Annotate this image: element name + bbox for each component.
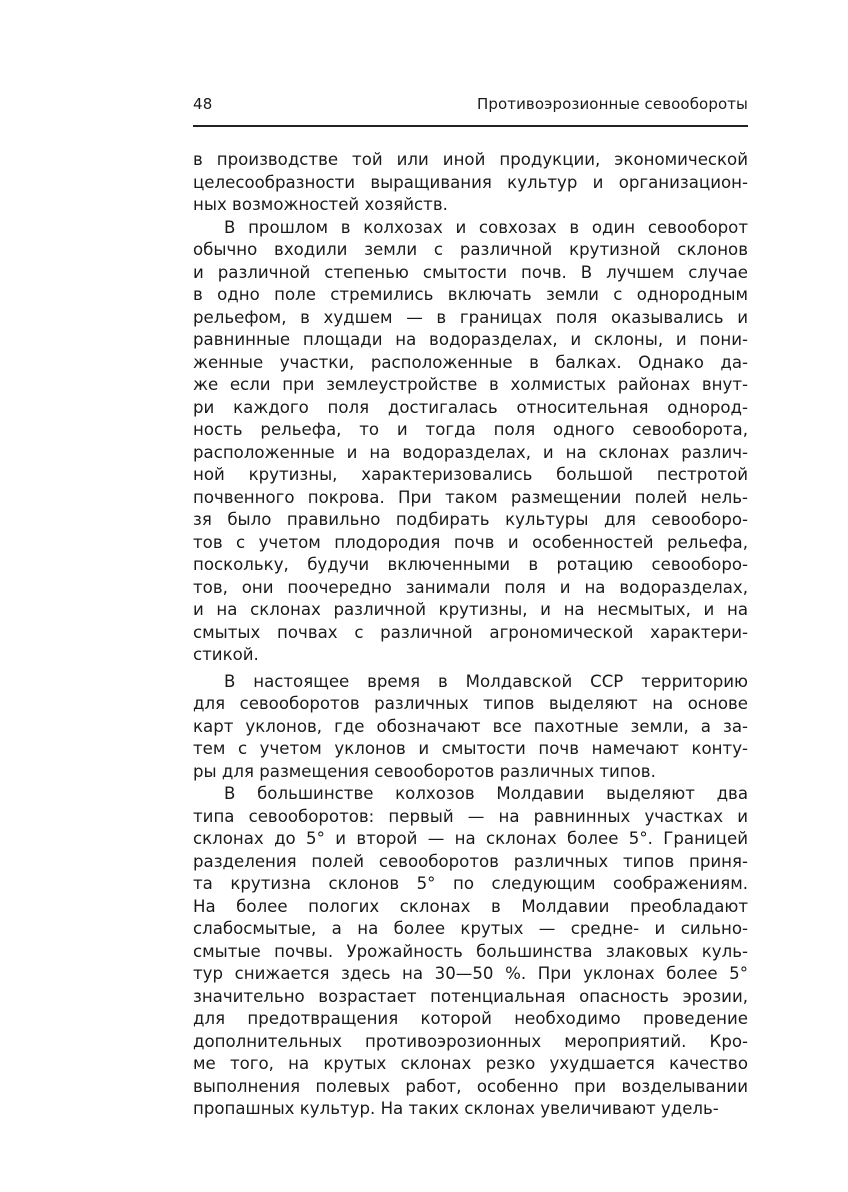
paragraph — [193, 671, 748, 784]
page-number: 48 — [193, 95, 213, 113]
text-line: для севооборотов различных типов выделяют на основе — [193, 694, 748, 713]
text-line: для предотвращения которой необходимо проведение — [193, 1009, 748, 1028]
text-line: расположенные и на водоразделах, и на склонах различ- — [193, 442, 748, 462]
text-line: В настоящее время в Молдавской ССР территорию — [224, 671, 748, 691]
text-line: типа севооборотов: первый — на равнинных участках и — [193, 806, 748, 826]
paragraph — [193, 783, 748, 1121]
text-line: ры для размещения севооборотов различных типов. — [193, 761, 656, 781]
text-line: слабосмытые, а на более крутых — средне- и сильно- — [193, 919, 748, 938]
text-line: равнинные площади на водоразделах, и склоны, и пони- — [193, 330, 748, 349]
text-line: и различной степенью смытости почв. В лучшем случае — [193, 262, 748, 282]
text-line: зя было правильно подбирать культуры для севооборо- — [193, 510, 748, 529]
header-rule — [193, 125, 748, 127]
text-line: ной крутизны, характеризовались большой пестротой — [193, 465, 748, 484]
text-line: склонах до 5° и второй — на склонах более 5°. Границей — [193, 829, 748, 848]
text-line: значительно возрастает потенциальная опасность эрозии, — [193, 986, 748, 1006]
paragraph — [193, 149, 748, 217]
text-line: пропашных культур. На таких склонах увеличивают удель- — [193, 1099, 719, 1118]
text-line: женные участки, расположенные в балках. Однако да- — [193, 352, 748, 372]
text-line: разделения полей севооборотов различных типов приня- — [193, 851, 748, 871]
text-line: выполнения полевых работ, особенно при возделывании — [193, 1076, 748, 1096]
text-line: ность рельефа, то и тогда поля одного севооборота, — [193, 420, 748, 439]
text-line: в производстве той или иной продукции, экономической — [193, 150, 748, 169]
running-title: Противоэрозионные севообороты — [476, 95, 748, 113]
text-line: В прошлом в колхозах и совхозах в один севооборот — [224, 217, 748, 237]
text-line: тем с учетом уклонов и смытости почв намечают конту- — [193, 739, 748, 758]
text-line: стикой. — [193, 645, 259, 664]
text-line: смытых почвах с различной агрономической характери- — [193, 622, 748, 642]
text-line: поскольку, будучи включенными в ротацию севооборо- — [193, 555, 748, 574]
text-line: ных возможностей хозяйств. — [193, 195, 448, 214]
text-line: дополнительных противоэрозионных мероприятий. Кро- — [193, 1031, 748, 1051]
body-text — [193, 149, 748, 1121]
text-line: смытые почвы. Урожайность большинства злаковых куль- — [193, 941, 748, 961]
text-line: та крутизна склонов 5° по следующим соображениям. — [193, 874, 748, 893]
text-line: тур снижается здесь на 30—50 %. При уклонах более 5° — [193, 964, 748, 983]
text-line: тов, они поочередно занимали поля и на водоразделах, — [193, 577, 748, 597]
text-line: же если при землеустройстве в холмистых районах внут- — [193, 375, 748, 394]
page-header — [193, 93, 748, 121]
text-line: В большинстве колхозов Молдавии выделяют два — [224, 784, 748, 803]
text-line: карт уклонов, где обозначают все пахотные земли, а за- — [193, 716, 748, 736]
text-line: и на склонах различной крутизны, и на несмытых, и на — [193, 600, 748, 619]
text-line: обычно входили земли с различной крутизной склонов — [193, 240, 748, 259]
text-line: тов с учетом плодородия почв и особенностей рельефа, — [193, 532, 748, 552]
text-line: ри каждого поля достигалась относительная однород- — [193, 397, 748, 417]
text-line: в одно поле стремились включать земли с однородным — [193, 285, 748, 304]
text-line: ме того, на крутых склонах резко ухудшается качество — [193, 1054, 748, 1073]
paragraph — [193, 217, 748, 667]
text-line: целесообразности выращивания культур и организацион- — [193, 172, 748, 192]
text-line: почвенного покрова. При таком размещении полей нель- — [193, 487, 748, 507]
text-line: На более пологих склонах в Молдавии преобладают — [193, 896, 748, 916]
text-line: рельефом, в худшем — в границах поля оказывались и — [193, 307, 748, 327]
